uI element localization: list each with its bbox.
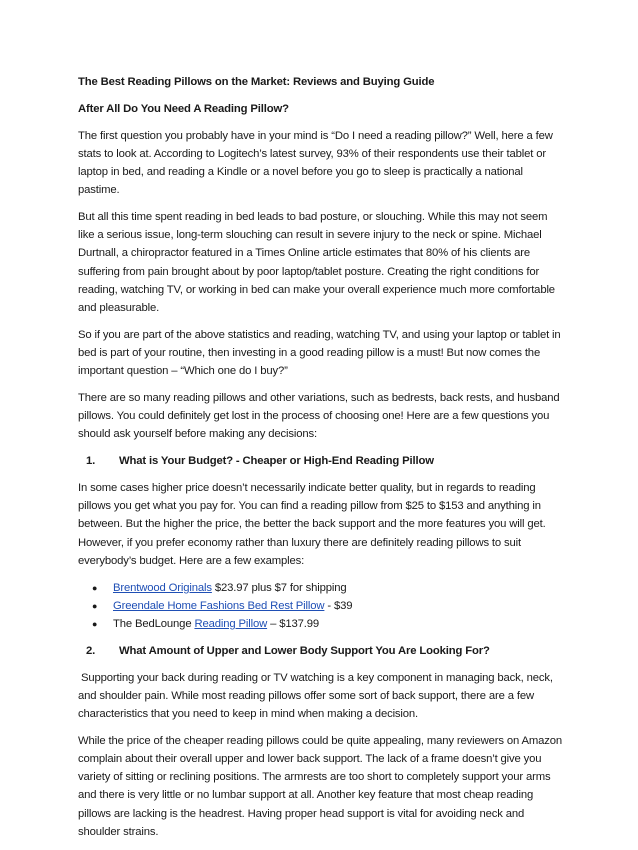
list-item-text: The BedLounge Reading Pillow – $137.99 xyxy=(113,618,319,631)
numbered-heading-text: What is Your Budget? - Cheaper or High-End Reading Pillow xyxy=(119,455,434,468)
list-item xyxy=(78,597,566,615)
list-number: 1. xyxy=(86,455,96,468)
list-item xyxy=(78,579,566,597)
document-title: The Best Reading Pillows on the Market: Reviews and Buying Guide xyxy=(78,76,435,88)
paragraph-cheap-pillows: While the price of the cheaper reading pillows could be quite appealing, many reviewers on Amazon complain about their overall upper and lower back support. The lack of a frame doesn’t give you variety of sitting or reclining positions. The armrests are too short to completely support your arms and there is very little or no lumbar support at all. Another key feature that most cheap reading pillows are lacking is the headrest. Having proper head support is vital for avoiding neck and shoulder strains. xyxy=(78,734,563,838)
paragraph-posture: But all this time spent reading in bed leads to bad posture, or slouching. While this may not seem like a serious issue, long-term slouching can result in severe injury to the neck or spine. Michael Durtnall, a chiropractor featured in a Times Online article estimates that 80% of his clients are suffering from pain brought about by poor laptop/tablet posture. Creating the right conditions for reading, watching TV, or working in bed can make your overall experience much more comfortable and pleasurable. xyxy=(78,211,555,315)
list-item-text: Brentwood Originals $23.97 plus $7 for shipping xyxy=(113,581,347,594)
paragraph-budget: In some cases higher price doesn’t necessarily indicate better quality, but in regards to reading pillows you get what you pay for. You can find a reading pillow from $25 to $153 and anything in between. But the higher the price, the better the back support and the more features you will get. However, if you prefer economy rather than luxury there are definitely reading pillows to suit everybody’s budget. Here are a few examples: xyxy=(78,482,546,567)
link-bedlounge-reading-pillow[interactable]: Reading Pillow xyxy=(194,618,268,631)
document-page xyxy=(78,73,566,850)
link-greendale-bed-rest-pillow[interactable]: Greendale Home Fashions Bed Rest Pillow xyxy=(113,599,325,612)
paragraph-support: Supporting your back during reading or TV watching is a key component in managing back, neck, and shoulder pain. While most reading pillows offer some sort of back support, there are a few characteristics that you need to keep in mind when making a decision. xyxy=(78,671,556,721)
paragraph-questions: There are so many reading pillows and other variations, such as bedrests, back rests, and husband pillows. You could definitely get lost in the process of choosing one! Here are a few questions you should ask yourself before making any decisions: xyxy=(78,392,560,441)
numbered-heading-budget xyxy=(78,452,566,470)
examples-list xyxy=(78,579,566,634)
bullet-icon: ● xyxy=(92,619,98,630)
list-item xyxy=(78,615,566,633)
paragraph-intro: The first question you probably have in your mind is “Do I need a reading pillow?” Well, here a few stats to look at. According to Logitech’s latest survey, 93% of their respondents use their tablet or laptop in bed, and reading a Kindle or a novel before you go to sleep is practically a national pastime. xyxy=(78,129,553,197)
paragraph-investment: So if you are part of the above statistics and reading, watching TV, and using your laptop or tablet in bed is part of your routine, then investing in a good reading pillow is a must! But now comes the important question – “Which one do I buy?” xyxy=(78,328,561,378)
numbered-heading-text: What Amount of Upper and Lower Body Support You Are Looking For? xyxy=(119,644,490,657)
section-heading-intro: After All Do You Need A Reading Pillow? xyxy=(78,102,289,115)
link-brentwood-originals[interactable]: Brentwood Originals xyxy=(113,581,212,594)
list-number: 2. xyxy=(86,644,96,657)
list-item-text: Greendale Home Fashions Bed Rest Pillow - $39 xyxy=(113,599,353,612)
numbered-heading-support xyxy=(78,642,566,660)
bullet-icon: ● xyxy=(92,600,98,611)
bullet-icon: ● xyxy=(92,582,98,593)
